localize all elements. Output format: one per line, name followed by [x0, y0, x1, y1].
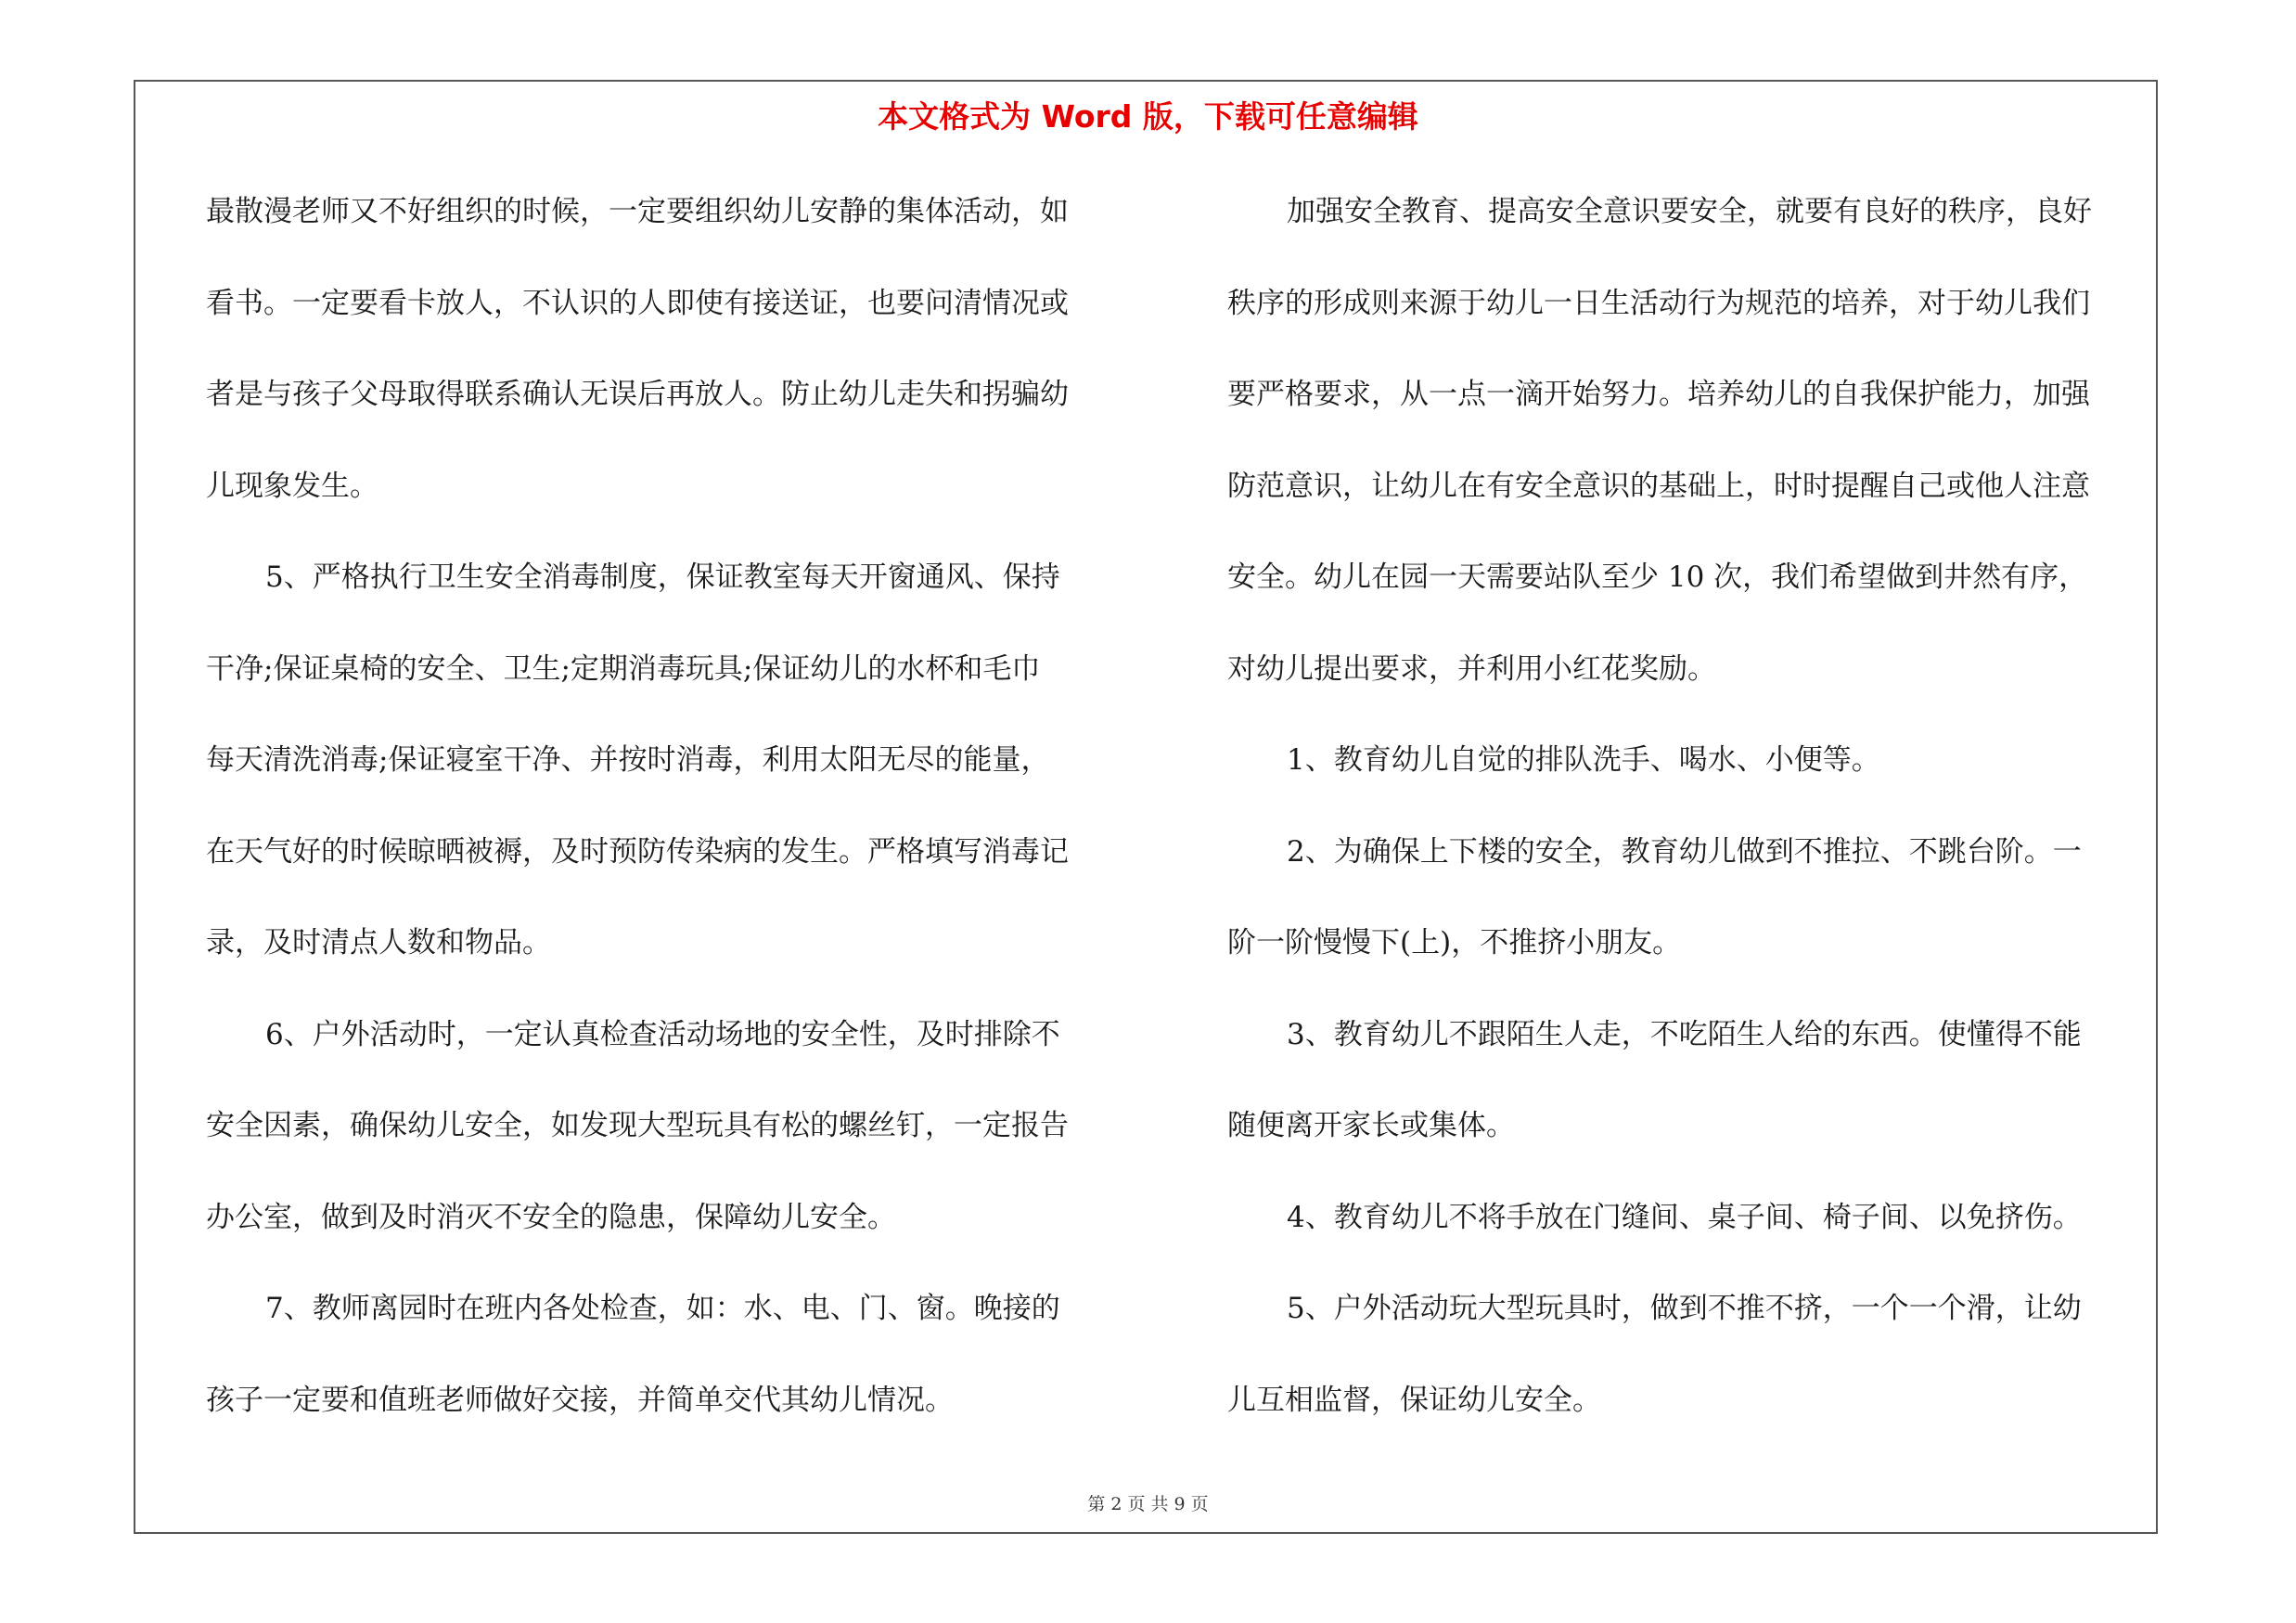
text-line: 者是与孩子父母取得联系确认无误后再放人。防止幼儿走失和拐骗幼	[206, 378, 1069, 411]
right-column	[1227, 181, 2148, 1461]
text-line: 安全。幼儿在园一天需要站队至少 10 次，我们希望做到井然有序，	[1227, 560, 2088, 594]
text-line: 秩序的形成则来源于幼儿一日生活动行为规范的培养，对于幼儿我们	[1227, 286, 2090, 320]
text-line: 3、教育幼儿不跟陌生人走，不吃陌生人给的东西。使懂得不能	[1287, 1017, 2082, 1051]
text-line: 录，及时清点人数和物品。	[206, 926, 551, 960]
text-line: 儿互相监督，保证幼儿安全。	[1227, 1383, 1601, 1417]
text-line: 5、严格执行卫生安全消毒制度，保证教室每天开窗通风、保持	[265, 560, 1060, 594]
text-line: 7、教师离园时在班内各处检查，如：水、电、门、窗。晚接的	[265, 1292, 1060, 1325]
text-line: 要严格要求，从一点一滴开始努力。培养幼儿的自我保护能力，加强	[1227, 378, 2090, 411]
text-line: 孩子一定要和值班老师做好交接，并简单交代其幼儿情况。	[206, 1383, 954, 1417]
text-line: 防范意识，让幼儿在有安全意识的基础上，时时提醒自己或他人注意	[1227, 469, 2090, 503]
text-line: 1、教育幼儿自觉的排队洗手、喝水、小便等。	[1287, 743, 1880, 777]
text-line: 看书。一定要看卡放人，不认识的人即使有接送证，也要问清情况或	[206, 286, 1069, 320]
format-banner: 本文格式为 Word 版，下载可任意编辑	[878, 98, 1418, 135]
text-line: 阶一阶慢慢下(上)，不推挤小朋友。	[1227, 926, 1682, 960]
text-line: 对幼儿提出要求，并利用小红花奖励。	[1227, 651, 1716, 686]
text-line: 随便离开家长或集体。	[1227, 1109, 1515, 1142]
text-line: 5、户外活动玩大型玩具时，做到不推不挤，一个一个滑，让幼	[1287, 1292, 2082, 1325]
text-line: 4、教育幼儿不将手放在门缝间、桌子间、椅子间、以免挤伤。	[1287, 1200, 2082, 1234]
text-line: 最散漫老师又不好组织的时候，一定要组织幼儿安静的集体活动，如	[206, 195, 1069, 228]
text-line: 办公室，做到及时消灭不安全的隐患，保障幼儿安全。	[206, 1200, 896, 1234]
text-line: 加强安全教育、提高安全意识要安全，就要有良好的秩序，良好	[1287, 195, 2092, 228]
text-line: 安全因素，确保幼儿安全，如发现大型玩具有松的螺丝钉，一定报告	[206, 1109, 1069, 1142]
page-number: 第 2 页 共 9 页	[1087, 1494, 1209, 1514]
text-line: 在天气好的时候晾晒被褥，及时预防传染病的发生。严格填写消毒记	[206, 834, 1069, 869]
text-line: 6、户外活动时，一定认真检查活动场地的安全性，及时排除不	[265, 1017, 1060, 1051]
text-line: 儿现象发生。	[206, 469, 378, 503]
text-line: 干净;保证桌椅的安全、卫生;定期消毒玩具;保证幼儿的水杯和毛巾	[206, 651, 1041, 686]
text-line: 2、为确保上下楼的安全，教育幼儿做到不推拉、不跳台阶。一	[1287, 834, 2082, 869]
text-line: 每天清洗消毒;保证寝室干净、并按时消毒，利用太阳无尽的能量，	[206, 743, 1050, 777]
left-column	[206, 181, 1126, 1461]
